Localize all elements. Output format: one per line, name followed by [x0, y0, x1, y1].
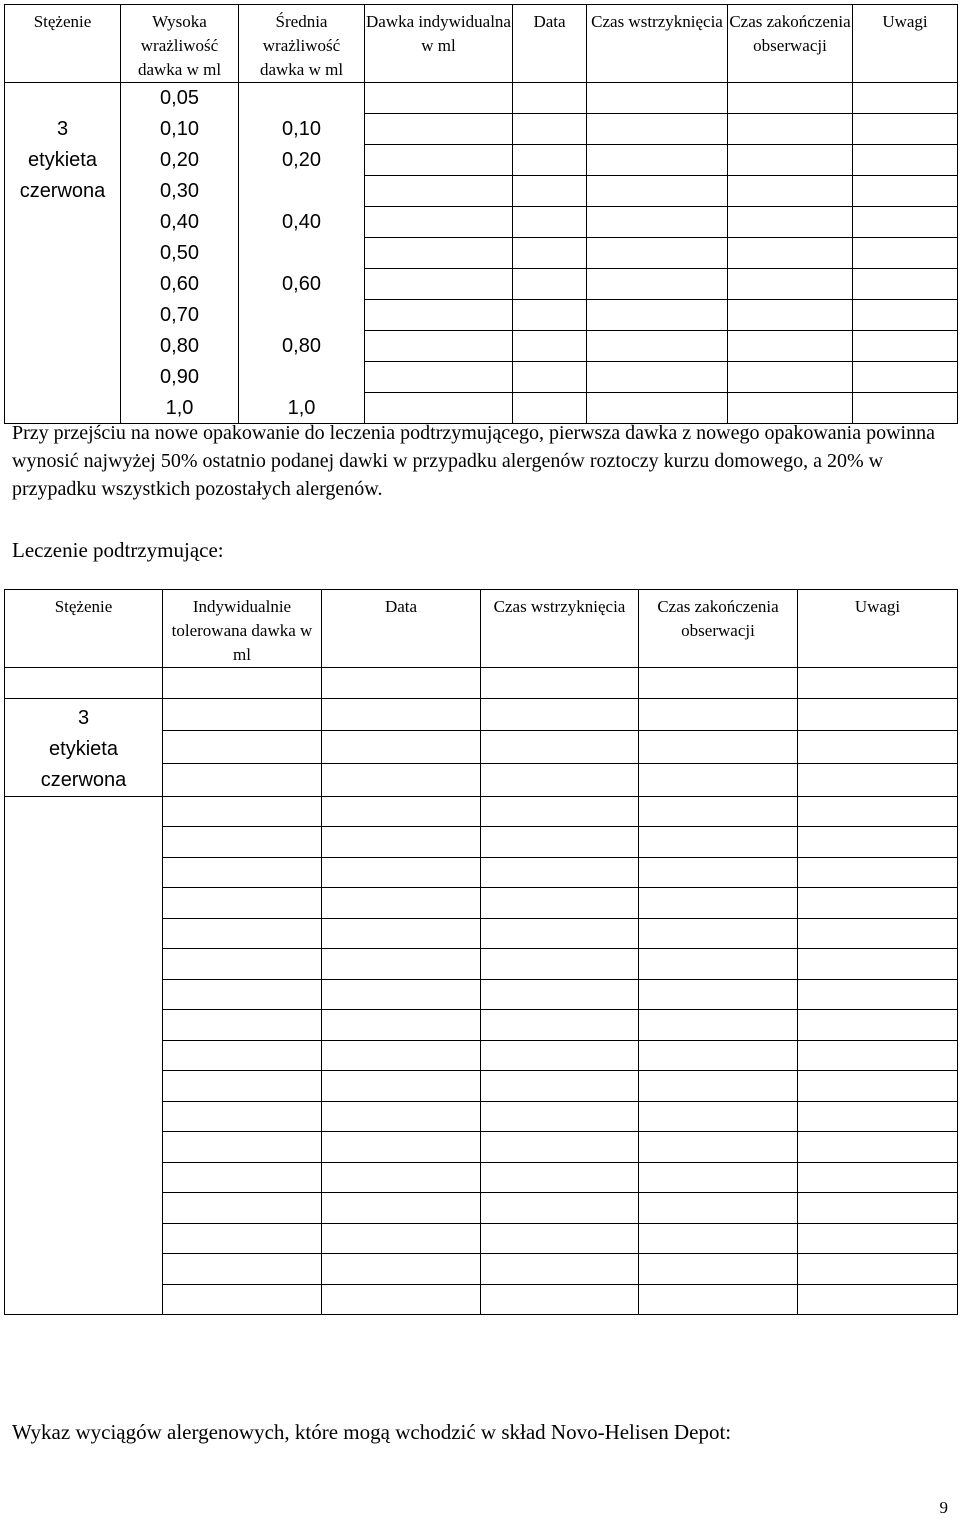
header-tolerated-dose: Indywidualnie tolerowana dawka w ml	[163, 590, 322, 668]
date-cell	[322, 1040, 481, 1071]
notes-cell	[798, 668, 958, 699]
concentration-cell	[5, 362, 121, 393]
tolerated-dose-cell	[163, 668, 322, 699]
injection-time-cell	[481, 796, 639, 827]
tolerated-dose-cell	[163, 1071, 322, 1102]
observation-end-cell	[728, 331, 853, 362]
header-individual-dose: Dawka indywidualna w ml	[365, 5, 513, 83]
table-row	[5, 1254, 958, 1285]
notes-cell	[798, 1284, 958, 1315]
observation-end-cell	[728, 300, 853, 331]
concentration-label-line: etykieta	[49, 737, 118, 760]
tolerated-dose-cell	[163, 698, 322, 731]
concentration-cell	[5, 1132, 163, 1163]
injection-time-cell	[481, 888, 639, 919]
concentration-cell	[5, 238, 121, 269]
notes-cell	[798, 888, 958, 919]
observation-end-cell	[728, 362, 853, 393]
observation-end-cell	[639, 1254, 798, 1285]
tolerated-dose-cell	[163, 888, 322, 919]
observation-end-cell	[728, 238, 853, 269]
extracts-list-intro: Wykaz wyciągów alergenowych, które mogą wchodzić w skład Novo-Helisen Depot:	[12, 1420, 732, 1444]
concentration-cell	[5, 1040, 163, 1071]
individual-dose-cell	[365, 238, 513, 269]
concentration-cell	[5, 668, 163, 699]
injection-time-cell	[481, 1254, 639, 1285]
individual-dose-cell	[365, 176, 513, 207]
tolerated-dose-cell	[163, 1010, 322, 1041]
concentration-cell	[5, 1193, 163, 1224]
observation-end-cell	[639, 796, 798, 827]
dose-change-note: Przy przejściu na nowe opakowanie do leczenia podtrzymującego, pierwsza dawka z nowego opakowania powinna wynosić najwyżej 50% ostatnio podanej dawki w przypadku alergenów roztoczy kurzu domowego, a 20% w przypadku wszystkich pozostałych alergenów.	[12, 422, 935, 500]
date-cell	[513, 269, 587, 300]
header-date: Data	[322, 590, 481, 668]
observation-end-cell	[639, 1071, 798, 1102]
table-row	[5, 1132, 958, 1163]
table-row	[5, 1162, 958, 1193]
observation-end-cell	[728, 83, 853, 114]
injection-time-cell	[587, 300, 728, 331]
high-sensitivity-cell: 0,80	[121, 331, 239, 362]
individual-dose-cell	[365, 83, 513, 114]
injection-time-cell	[587, 114, 728, 145]
concentration-cell	[5, 1071, 163, 1102]
table-row	[5, 1284, 958, 1315]
medium-sensitivity-cell: 0,40	[239, 207, 365, 238]
page-number: 9	[939, 1498, 948, 1517]
concentration-cell	[5, 269, 121, 300]
tolerated-dose-cell	[163, 796, 322, 827]
injection-time-cell	[481, 857, 639, 888]
notes-cell	[798, 1223, 958, 1254]
concentration-cell	[5, 918, 163, 949]
observation-end-cell	[639, 763, 798, 796]
notes-cell	[798, 1162, 958, 1193]
observation-end-cell	[639, 1132, 798, 1163]
table-row	[5, 1040, 958, 1071]
notes-cell	[853, 362, 958, 393]
high-sensitivity-cell: 0,40	[121, 207, 239, 238]
injection-time-cell	[481, 698, 639, 731]
notes-cell	[853, 238, 958, 269]
concentration-cell	[5, 796, 163, 827]
observation-end-cell	[639, 918, 798, 949]
table-header-row	[5, 590, 958, 668]
high-sensitivity-cell: 0,70	[121, 300, 239, 331]
concentration-cell	[5, 979, 163, 1010]
table-row	[5, 1010, 958, 1041]
table-row	[5, 949, 958, 980]
notes-cell	[853, 331, 958, 362]
individual-dose-cell	[365, 300, 513, 331]
date-cell	[322, 1284, 481, 1315]
tolerated-dose-cell	[163, 979, 322, 1010]
observation-end-cell	[639, 1162, 798, 1193]
injection-time-cell	[481, 1162, 639, 1193]
medium-sensitivity-cell	[239, 362, 365, 393]
concentration-cell	[5, 1223, 163, 1254]
notes-cell	[798, 1040, 958, 1071]
observation-end-cell	[728, 114, 853, 145]
maintenance-heading: Leczenie podtrzymujące:	[12, 538, 224, 562]
notes-cell	[853, 114, 958, 145]
high-sensitivity-cell: 0,30	[121, 176, 239, 207]
injection-time-cell	[587, 83, 728, 114]
injection-time-cell	[481, 979, 639, 1010]
notes-cell	[853, 300, 958, 331]
concentration-label-line: czerwona	[40, 768, 127, 791]
notes-cell	[798, 796, 958, 827]
concentration-cell	[5, 300, 121, 331]
notes-cell	[798, 1010, 958, 1041]
concentration-cell	[5, 857, 163, 888]
observation-end-cell	[639, 1284, 798, 1315]
medium-sensitivity-cell	[239, 176, 365, 207]
date-cell	[322, 763, 481, 796]
table-row	[5, 1071, 958, 1102]
date-cell	[322, 1010, 481, 1041]
tolerated-dose-cell	[163, 949, 322, 980]
high-sensitivity-cell: 0,50	[121, 238, 239, 269]
injection-time-cell	[587, 269, 728, 300]
concentration-cell	[5, 698, 163, 796]
date-cell	[322, 668, 481, 699]
tolerated-dose-cell	[163, 1193, 322, 1224]
concentration-cell	[5, 83, 121, 114]
date-cell	[513, 207, 587, 238]
observation-end-cell	[639, 1040, 798, 1071]
date-cell	[322, 1132, 481, 1163]
injection-time-cell	[481, 1193, 639, 1224]
notes-cell	[798, 918, 958, 949]
concentration-cell	[5, 1162, 163, 1193]
date-cell	[322, 1101, 481, 1132]
injection-time-cell	[481, 1223, 639, 1254]
observation-end-cell	[639, 827, 798, 858]
observation-end-cell	[639, 1193, 798, 1224]
tolerated-dose-cell	[163, 1132, 322, 1163]
tolerated-dose-cell	[163, 827, 322, 858]
injection-time-cell	[481, 763, 639, 796]
header-concentration: Stężenie	[5, 5, 121, 83]
table-row	[5, 857, 958, 888]
tolerated-dose-cell	[163, 731, 322, 764]
observation-end-cell	[728, 145, 853, 176]
date-cell	[322, 698, 481, 731]
individual-dose-cell	[365, 331, 513, 362]
tolerated-dose-cell	[163, 1101, 322, 1132]
date-cell	[322, 918, 481, 949]
date-cell	[513, 238, 587, 269]
observation-end-cell	[639, 668, 798, 699]
table-row	[5, 207, 958, 238]
date-cell	[322, 827, 481, 858]
table-header-row	[5, 5, 958, 83]
date-cell	[513, 300, 587, 331]
injection-time-cell	[587, 145, 728, 176]
maintenance-table	[4, 589, 958, 1315]
date-cell	[322, 1193, 481, 1224]
concentration-cell	[5, 1254, 163, 1285]
observation-end-cell	[639, 857, 798, 888]
injection-time-cell	[481, 1284, 639, 1315]
notes-cell	[853, 176, 958, 207]
concentration-cell: etykieta	[5, 145, 121, 176]
injection-time-cell	[481, 827, 639, 858]
notes-cell	[853, 269, 958, 300]
date-cell	[322, 731, 481, 764]
individual-dose-cell	[365, 362, 513, 393]
observation-end-cell	[639, 949, 798, 980]
date-cell	[322, 796, 481, 827]
concentration-label-line: 3	[77, 706, 90, 729]
injection-time-cell	[481, 731, 639, 764]
observation-end-cell	[639, 1101, 798, 1132]
table-row	[5, 918, 958, 949]
date-cell	[322, 1162, 481, 1193]
date-cell	[513, 114, 587, 145]
high-sensitivity-cell: 0,10	[121, 114, 239, 145]
injection-time-cell	[587, 207, 728, 238]
table-row	[5, 979, 958, 1010]
tolerated-dose-cell	[163, 1223, 322, 1254]
notes-cell	[853, 207, 958, 238]
notes-cell	[853, 145, 958, 176]
date-cell	[322, 857, 481, 888]
observation-end-cell	[728, 207, 853, 238]
observation-end-cell	[639, 731, 798, 764]
date-cell	[322, 1223, 481, 1254]
header-concentration: Stężenie	[5, 590, 163, 668]
table-row	[5, 114, 958, 145]
notes-cell	[853, 83, 958, 114]
high-sensitivity-cell: 0,90	[121, 362, 239, 393]
concentration-cell	[5, 827, 163, 858]
high-sensitivity-cell: 1,0	[121, 393, 239, 424]
date-cell	[322, 888, 481, 919]
table-row	[5, 176, 958, 207]
medium-sensitivity-cell: 0,60	[239, 269, 365, 300]
high-sensitivity-cell: 0,05	[121, 83, 239, 114]
table-row	[5, 300, 958, 331]
tolerated-dose-cell	[163, 1284, 322, 1315]
table-row	[5, 331, 958, 362]
injection-time-cell	[481, 949, 639, 980]
table-row	[5, 362, 958, 393]
header-observation-end: Czas zakończenia obserwacji	[639, 590, 798, 668]
concentration-cell	[5, 331, 121, 362]
injection-time-cell	[587, 362, 728, 393]
notes-cell	[798, 1254, 958, 1285]
header-date: Data	[513, 5, 587, 83]
injection-time-cell	[587, 176, 728, 207]
date-cell	[513, 331, 587, 362]
concentration-cell	[5, 1010, 163, 1041]
injection-time-cell	[481, 1101, 639, 1132]
table-row	[5, 145, 958, 176]
medium-sensitivity-cell: 0,20	[239, 145, 365, 176]
observation-end-cell	[728, 176, 853, 207]
injection-time-cell	[481, 1071, 639, 1102]
concentration-cell: czerwona	[5, 176, 121, 207]
observation-end-cell	[639, 1223, 798, 1254]
notes-cell	[798, 763, 958, 796]
notes-cell	[798, 1071, 958, 1102]
table-row	[5, 238, 958, 269]
table-row	[5, 269, 958, 300]
tolerated-dose-cell	[163, 857, 322, 888]
high-sensitivity-cell: 0,60	[121, 269, 239, 300]
date-cell	[513, 176, 587, 207]
observation-end-cell	[639, 698, 798, 731]
header-observation-end: Czas zakończenia obserwacji	[728, 5, 853, 83]
tolerated-dose-cell	[163, 763, 322, 796]
concentration-cell	[5, 207, 121, 238]
tolerated-dose-cell	[163, 1254, 322, 1285]
individual-dose-cell	[365, 269, 513, 300]
concentration-cell	[5, 1284, 163, 1315]
date-cell	[513, 145, 587, 176]
header-injection-time: Czas wstrzyknięcia	[481, 590, 639, 668]
table-row	[5, 83, 958, 114]
tolerated-dose-cell	[163, 1040, 322, 1071]
header-injection-time: Czas wstrzyknięcia	[587, 5, 728, 83]
injection-time-cell	[481, 1132, 639, 1163]
injection-time-cell	[481, 918, 639, 949]
medium-sensitivity-cell: 0,80	[239, 331, 365, 362]
date-cell	[322, 979, 481, 1010]
date-cell	[322, 949, 481, 980]
table-row	[5, 888, 958, 919]
individual-dose-cell	[365, 207, 513, 238]
table-row	[5, 698, 958, 731]
medium-sensitivity-cell	[239, 300, 365, 331]
date-cell	[322, 1071, 481, 1102]
table-row	[5, 668, 958, 699]
medium-sensitivity-cell: 0,10	[239, 114, 365, 145]
concentration-cell	[5, 888, 163, 919]
notes-cell	[798, 698, 958, 731]
header-notes: Uwagi	[853, 5, 958, 83]
table-row	[5, 827, 958, 858]
table-row	[5, 796, 958, 827]
individual-dose-cell	[365, 114, 513, 145]
notes-cell	[798, 979, 958, 1010]
notes-cell	[798, 1193, 958, 1224]
notes-cell	[798, 827, 958, 858]
tolerated-dose-cell	[163, 1162, 322, 1193]
notes-cell	[798, 857, 958, 888]
concentration-cell	[5, 1101, 163, 1132]
date-cell	[513, 362, 587, 393]
date-cell	[513, 83, 587, 114]
medium-sensitivity-cell: 1,0	[239, 393, 365, 424]
table-row	[5, 1223, 958, 1254]
notes-cell	[798, 1132, 958, 1163]
header-notes: Uwagi	[798, 590, 958, 668]
observation-end-cell	[639, 888, 798, 919]
injection-time-cell	[481, 668, 639, 699]
injection-time-cell	[587, 331, 728, 362]
notes-cell	[798, 949, 958, 980]
notes-cell	[798, 731, 958, 764]
concentration-cell	[5, 949, 163, 980]
tolerated-dose-cell	[163, 918, 322, 949]
notes-cell	[798, 1101, 958, 1132]
injection-time-cell	[481, 1010, 639, 1041]
high-sensitivity-cell: 0,20	[121, 145, 239, 176]
observation-end-cell	[639, 1010, 798, 1041]
medium-sensitivity-cell	[239, 83, 365, 114]
table-row	[5, 1193, 958, 1224]
table-row	[5, 1101, 958, 1132]
header-high-sensitivity: Wysoka wrażliwość dawka w ml	[121, 5, 239, 83]
initial-dose-table	[4, 4, 958, 424]
header-medium-sensitivity: Średnia wrażliwość dawka w ml	[239, 5, 365, 83]
date-cell	[322, 1254, 481, 1285]
injection-time-cell	[587, 238, 728, 269]
observation-end-cell	[639, 979, 798, 1010]
concentration-cell: 3	[5, 114, 121, 145]
medium-sensitivity-cell	[239, 238, 365, 269]
observation-end-cell	[728, 269, 853, 300]
injection-time-cell	[481, 1040, 639, 1071]
individual-dose-cell	[365, 145, 513, 176]
